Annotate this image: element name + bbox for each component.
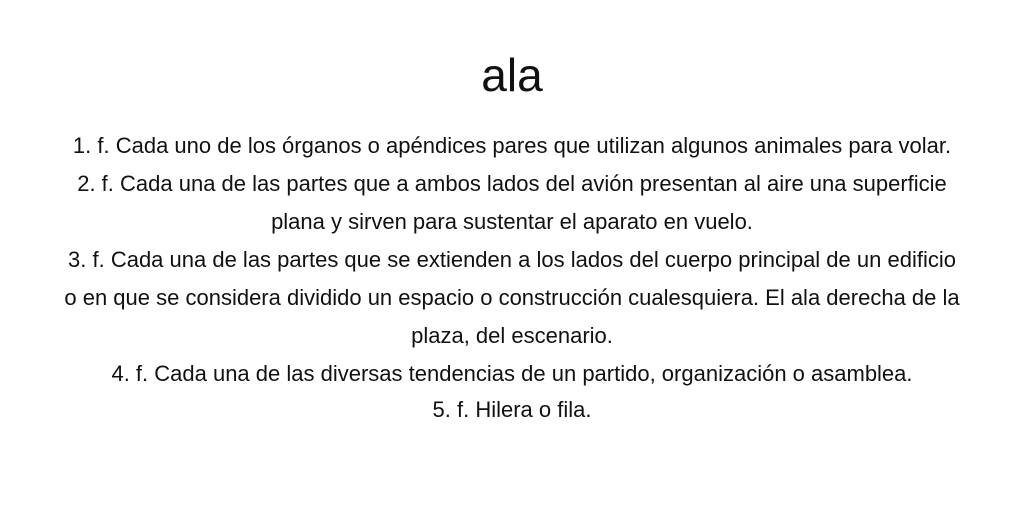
- definition-list: [60, 127, 964, 427]
- definition-2: 2. f. Cada una de las partes que a ambos lados del avión presentan al aire una superficie plana y sirven para sustentar el aparato en vuelo.: [77, 171, 947, 234]
- headword: ala: [481, 49, 543, 101]
- definition-5: 5. f. Hilera o fila.: [432, 397, 592, 422]
- definition-1: 1. f. Cada uno de los órganos o apéndices pares que utilizan algunos animales para volar.: [72, 133, 952, 158]
- definition-4: 4. f. Cada una de las diversas tendencias de un partido, organización o asamblea.: [111, 361, 913, 386]
- definition-3: 3. f. Cada una de las partes que se extienden a los lados del cuerpo principal de un edificio o en que se considera dividido un espacio o construcción cualesquiera. El ala derecha de la plaza, del escenario.: [64, 247, 960, 348]
